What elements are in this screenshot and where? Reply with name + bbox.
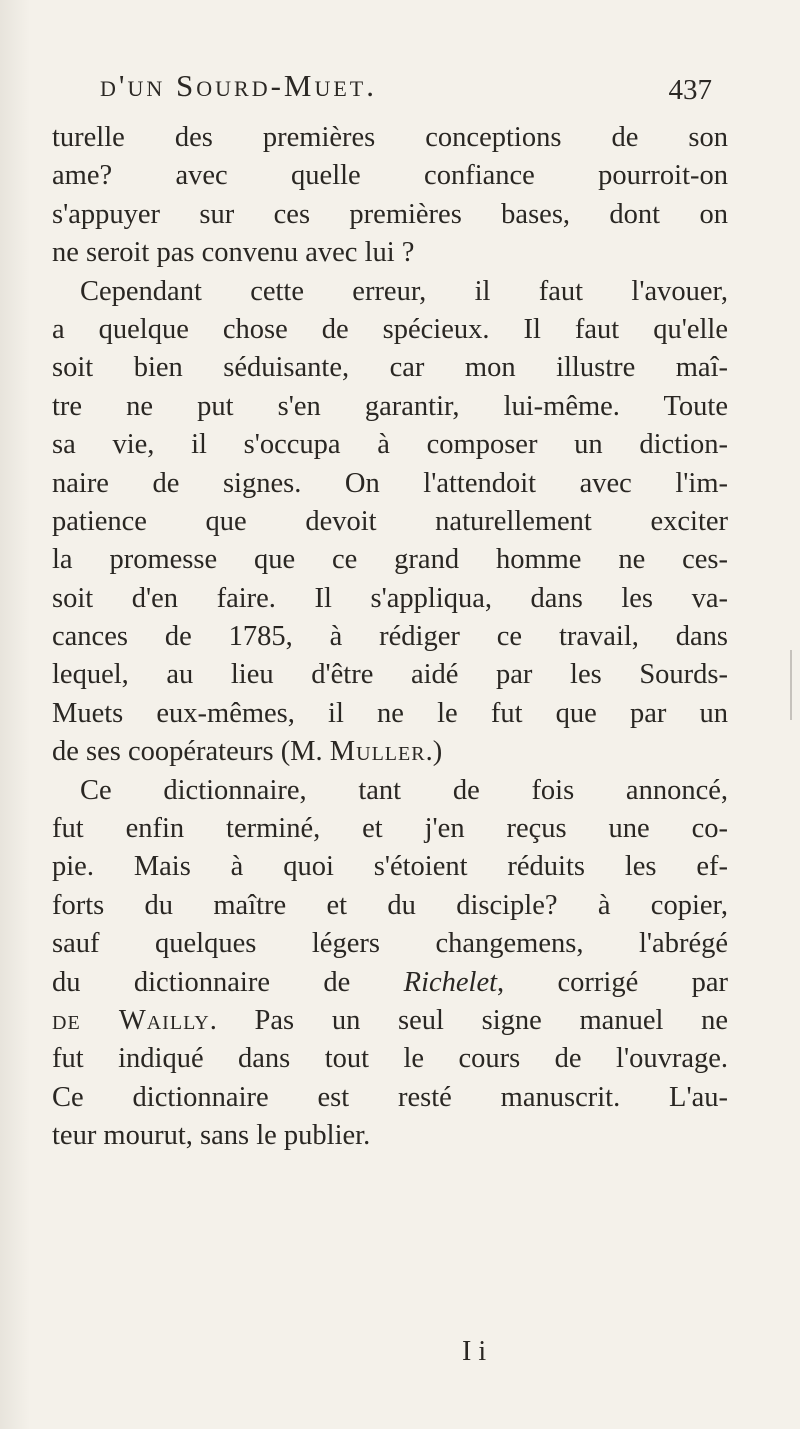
book-title: Richelet bbox=[403, 966, 498, 998]
page-edge-mark bbox=[790, 650, 792, 720]
text-line bbox=[52, 733, 728, 771]
text-line: cances de 1785, à rédiger ce travail, dans bbox=[52, 621, 728, 653]
person-name: Muller bbox=[329, 736, 426, 768]
text-line: lequel, au lieu d'être aidé par les Sourds- bbox=[52, 659, 728, 691]
text-line: patience que devoit naturellement exciter bbox=[52, 505, 728, 537]
text-line: s'appuyer sur ces premières bases, dont on bbox=[52, 198, 728, 230]
text-line: ne seroit pas convenu avec lui ? bbox=[52, 237, 415, 269]
signature-mark: I i bbox=[462, 1336, 487, 1367]
text-line: Muets eux-mêmes, il ne le fut que par un bbox=[52, 697, 728, 729]
text-line: a quelque chose de spécieux. Il faut qu'elle bbox=[52, 313, 728, 345]
text-line: fut enfin terminé, et j'en reçus une co- bbox=[52, 813, 728, 845]
text-fragment: , corrigé par bbox=[497, 966, 729, 998]
text-fragment: de ses coopérateurs (M. bbox=[52, 736, 330, 768]
text-line: pie. Mais à quoi s'étoient réduits les ef- bbox=[52, 851, 728, 883]
text-line: ame? avec quelle confiance pourroit-on bbox=[52, 160, 728, 192]
page-gutter-shadow bbox=[0, 0, 30, 1429]
text-line: la promesse que ce grand homme ne ces- bbox=[52, 544, 728, 576]
text-line: Ce dictionnaire est resté manuscrit. L'au- bbox=[52, 1081, 728, 1113]
text-line: forts du maître et du disciple? à copier, bbox=[52, 889, 728, 921]
text-fragment: du dictionnaire de bbox=[52, 966, 404, 998]
running-head: d'un Sourd-Muet. bbox=[100, 68, 377, 103]
text-line: fut indiqué dans tout le cours de l'ouvrage. bbox=[52, 1043, 728, 1075]
text-fragment: .) bbox=[425, 736, 443, 768]
text-line bbox=[52, 964, 728, 1002]
text-line: soit d'en faire. Il s'appliqua, dans les va- bbox=[52, 582, 728, 614]
text-line: teur mourut, sans le publier. bbox=[52, 1120, 371, 1152]
text-line: Ce dictionnaire, tant de fois annoncé, bbox=[80, 774, 728, 806]
body-text bbox=[52, 119, 728, 1156]
text-line: turelle des premières conceptions de son bbox=[52, 122, 728, 153]
text-line: naire de signes. On l'attendoit avec l'im- bbox=[52, 467, 728, 499]
text-line: soit bien séduisante, car mon illustre maî- bbox=[52, 352, 728, 384]
text-line bbox=[52, 1002, 728, 1040]
text-line: sauf quelques légers changemens, l'abrégé bbox=[52, 928, 728, 960]
person-name: de Wailly bbox=[52, 1004, 210, 1036]
text-line: tre ne put s'en garantir, lui-même. Toute bbox=[52, 390, 728, 422]
page-header bbox=[100, 66, 712, 110]
page-number: 437 bbox=[668, 74, 712, 106]
text-line: Cependant cette erreur, il faut l'avouer, bbox=[80, 275, 728, 307]
text-fragment: . Pas un seul signe manuel ne bbox=[209, 1004, 728, 1036]
text-line: sa vie, il s'occupa à composer un diction- bbox=[52, 429, 728, 461]
